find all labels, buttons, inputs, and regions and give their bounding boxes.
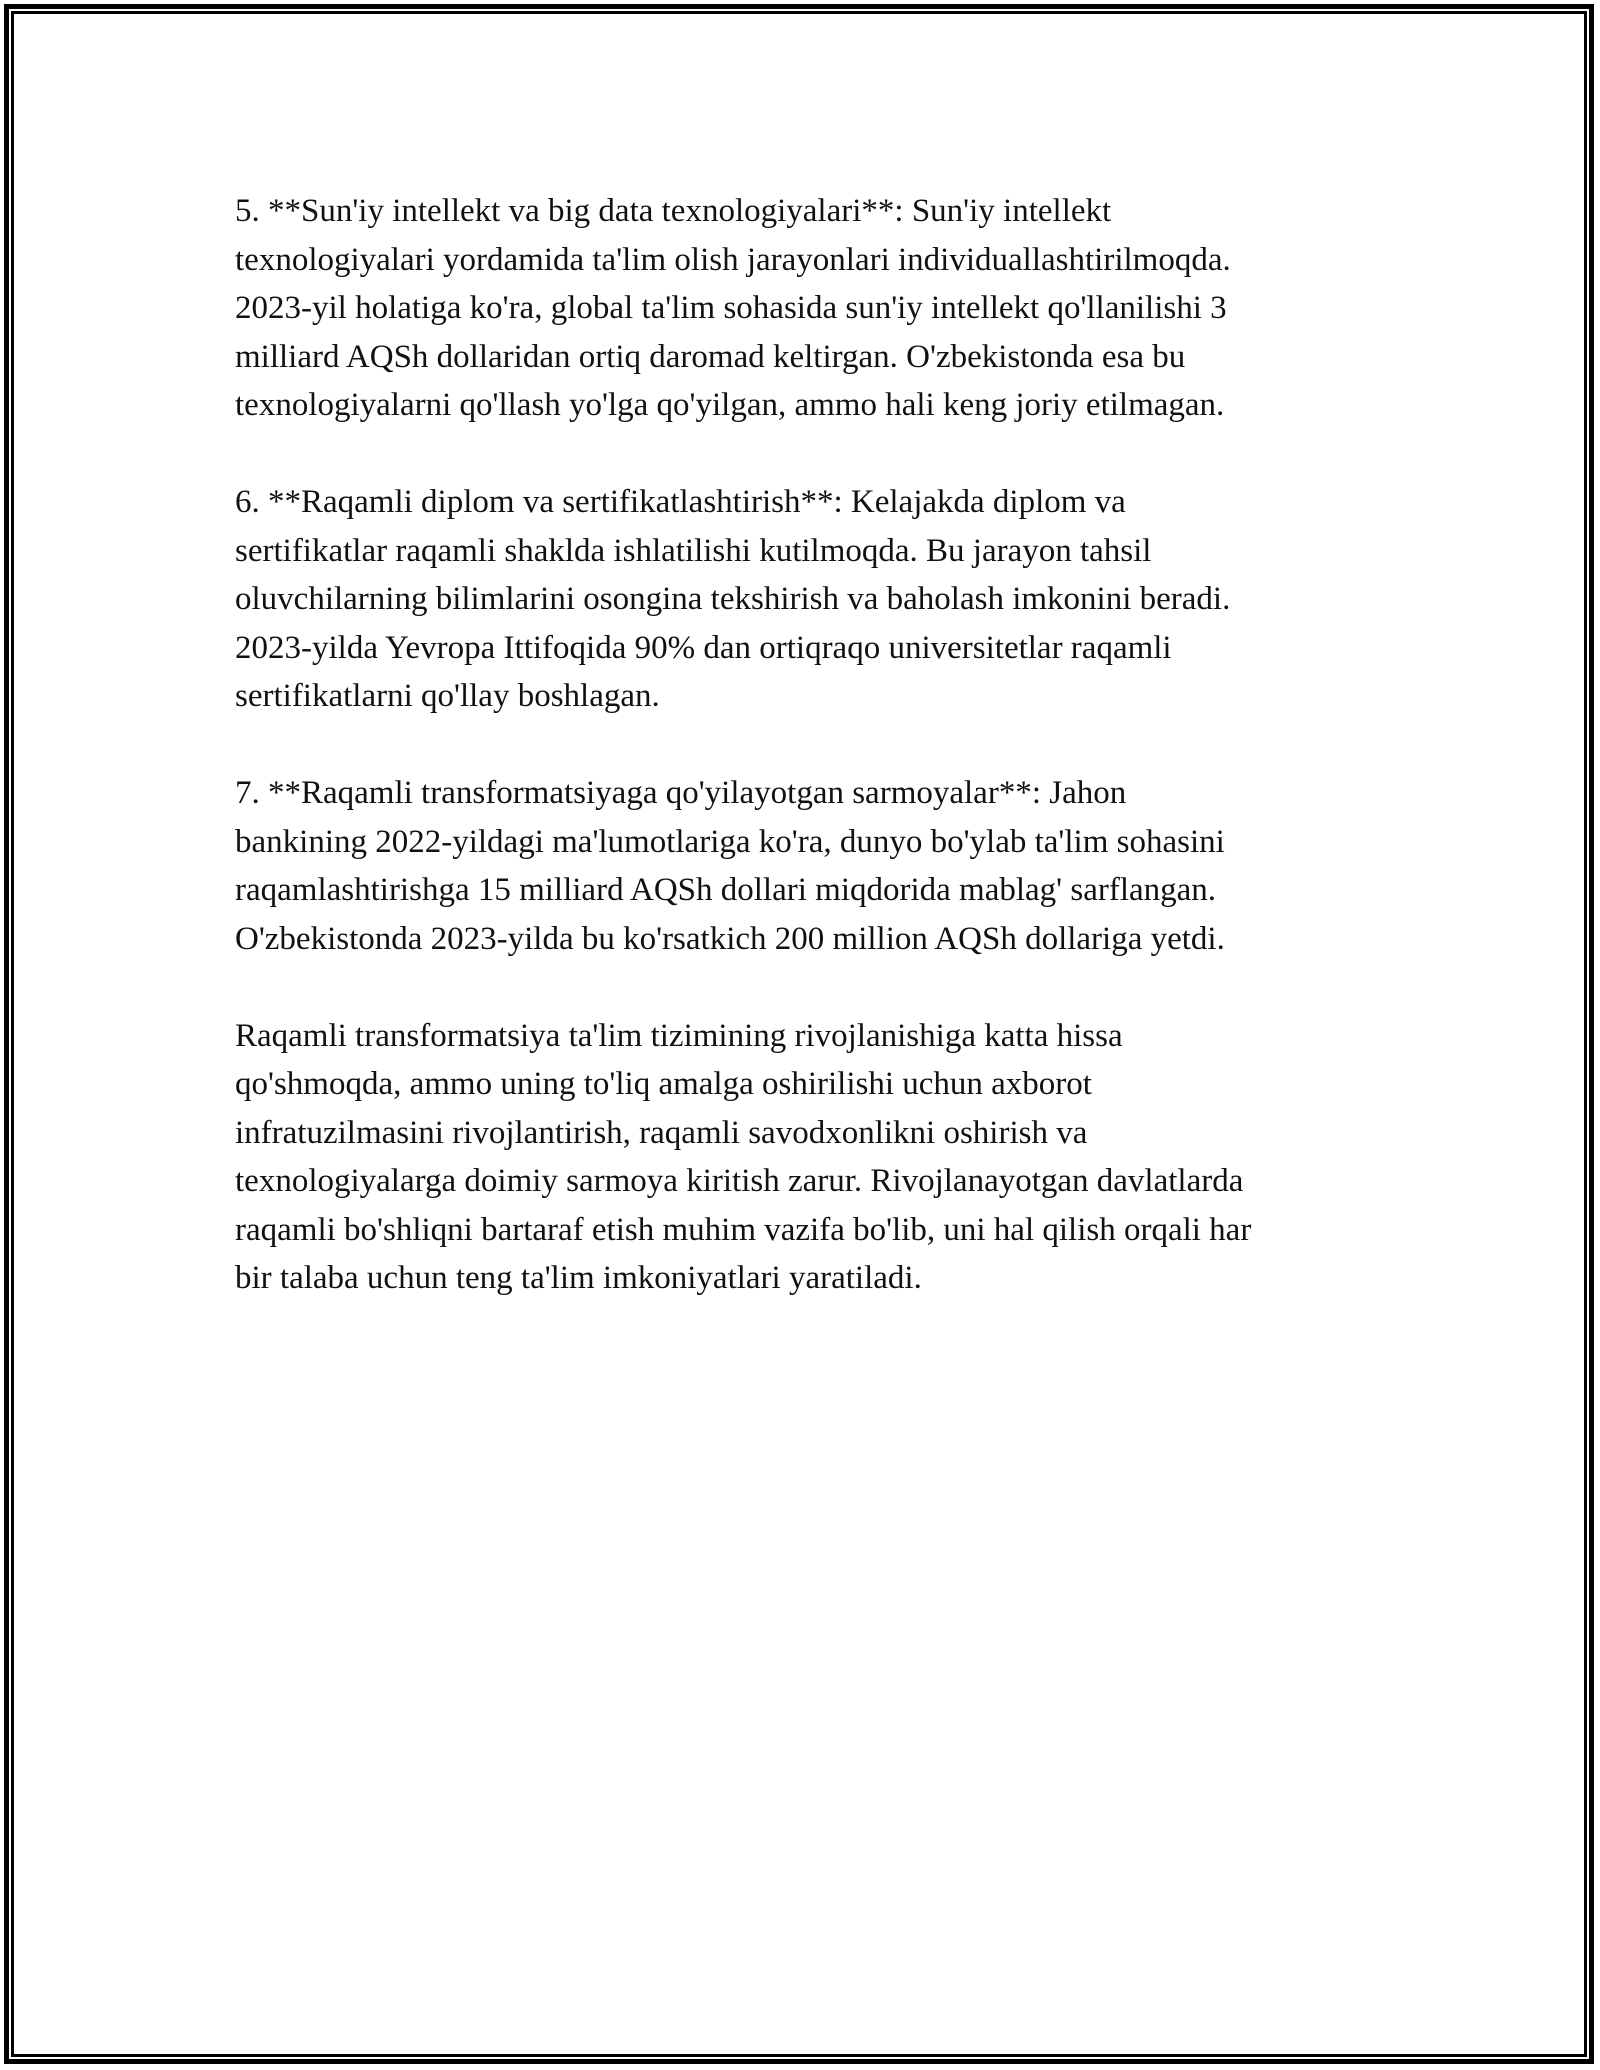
- paragraph-conclusion: Raqamli transformatsiya ta'lim tizimining rivojlanishiga katta hissa qo'shmoqda, ammo uning to'liq amalga oshirilishi uchun axborot infratuzilmasini rivojlantirish, raqamli savodxonlikni oshirish va texnologiyalarga doimiy sarmoya kiritish zarur. Rivojlanayotgan davlatlarda raqamli bo'shliqni bartaraf etish muhim vazifa bo'lib, uni hal qilish orqali har bir talaba uchun teng ta'lim imkoniyatlari yaratiladi.: [235, 1017, 1252, 1296]
- document-body: [235, 187, 1385, 1351]
- paragraph-item-5: 5. **Sun'iy intellekt va big data texnologiyalari**: Sun'iy intellekt texnologiyalari yordamida ta'lim olish jarayonlari individuallashtirilmoqda. 2023-yil holatiga ko'ra, global ta'lim sohasida sun'iy intellekt qo'llanilishi 3 milliard AQSh dollaridan ortiq daromad keltirgan. O'zbekistonda esa bu texnologiyalarni qo'llash yo'lga qo'yilgan, ammo hali keng joriy etilmagan.: [235, 193, 1231, 423]
- paragraph-item-7: 7. **Raqamli transformatsiyaga qo'yilayotgan sarmoyalar**: Jahon bankining 2022-yildagi ma'lumotlariga ko'ra, dunyo bo'ylab ta'lim sohasini raqamlashtirishga 15 milliard AQSh dollari miqdorida mablag' sarflangan. O'zbekistonda 2023-yilda bu ko'rsatkich 200 million AQSh dollariga yetdi.: [235, 775, 1225, 957]
- paragraph-item-6: 6. **Raqamli diplom va sertifikatlashtirish**: Kelajakda diplom va sertifikatlar raqamli shaklda ishlatilishi kutilmoqda. Bu jarayon tahsil oluvchilarning bilimlarini osongina tekshirish va baholash imkonini beradi. 2023-yilda Yevropa Ittifoqida 90% dan ortiqraqo universitetlar raqamli sertifikatlarni qo'llay boshlagan.: [235, 484, 1231, 714]
